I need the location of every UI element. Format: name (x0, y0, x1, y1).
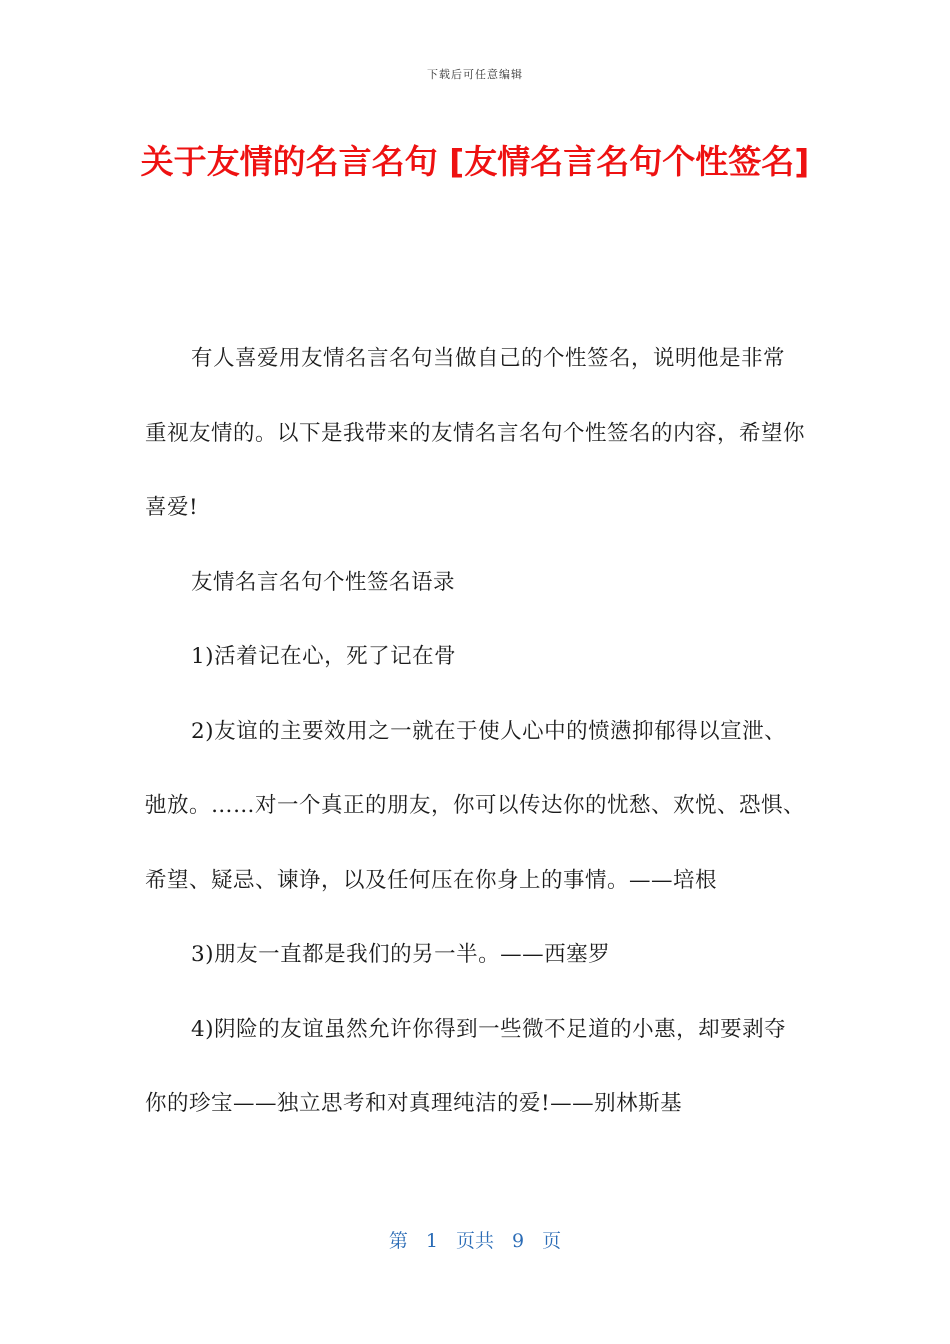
document-body (145, 322, 805, 1142)
paragraph-quote-3: 3)朋友一直都是我们的另一半。——西塞罗 (191, 942, 611, 967)
paragraph-quote-1: 1)活着记在心，死了记在骨 (191, 644, 457, 669)
page-prefix: 第 (388, 1230, 408, 1252)
page-current: 1 (425, 1230, 438, 1252)
page-footer (0, 1226, 950, 1253)
document-title: 关于友情的名言名句 [友情名言名句个性签名] (140, 142, 810, 181)
paragraph-quote-4: 4)阴险的友谊虽然允许你得到一些微不足道的小惠，却要剥夺你的珍宝——独立思考和对真理纯洁的爱!——别林斯基 (145, 1016, 787, 1116)
page-total: 9 (512, 1230, 525, 1252)
page-suffix: 页 (542, 1230, 562, 1252)
paragraph-section-heading: 友情名言名句个性签名语录 (191, 569, 456, 595)
header-note: 下载后可任意编辑 (427, 68, 523, 81)
paragraph-intro: 有人喜爱用友情名言名句当做自己的个性签名，说明他是非常重视友情的。以下是我带来的友情名言名句个性签名的内容，希望你喜爱! (145, 346, 806, 520)
page-middle: 页共 (455, 1230, 494, 1252)
paragraph-quote-2: 2)友谊的主要效用之一就在于使人心中的愤懑抑郁得以宣泄、弛放。……对一个真正的朋友，你可以传达你的忧愁、欢悦、恐惧、希望、疑忌、谏诤，以及任何压在你身上的事情。——培根 (145, 718, 806, 893)
